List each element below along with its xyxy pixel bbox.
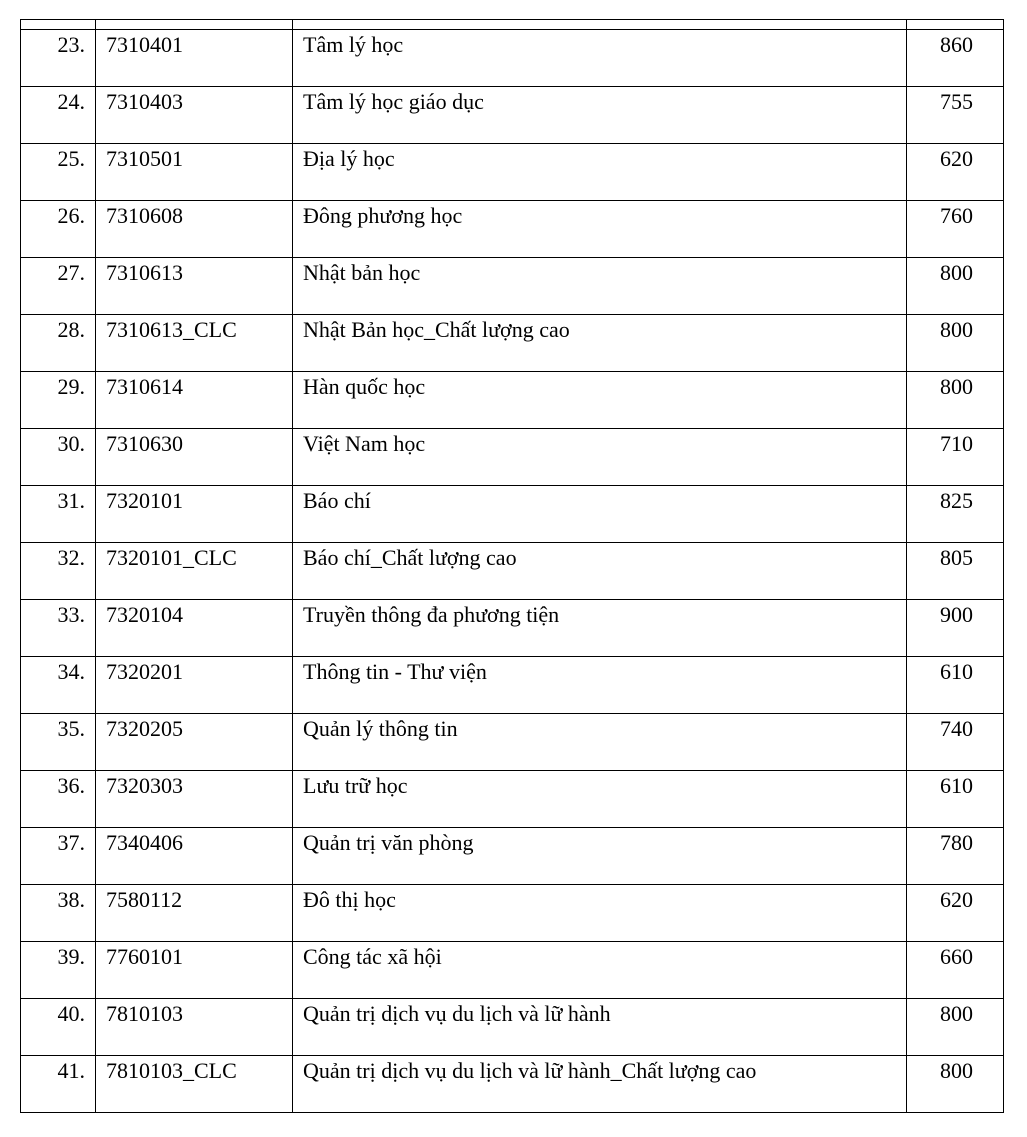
- row-number: 40.: [57, 1001, 85, 1026]
- program-code-cell: [96, 999, 293, 1056]
- quota-value: 610: [940, 659, 973, 684]
- quota-value: 620: [940, 887, 973, 912]
- row-number: 32.: [57, 545, 85, 570]
- table-row: [21, 999, 1004, 1056]
- program-code-cell: [96, 87, 293, 144]
- quota-cell: [907, 429, 1004, 486]
- row-number: 35.: [57, 716, 85, 741]
- table-row: [21, 201, 1004, 258]
- program-code-cell: [96, 429, 293, 486]
- program-name-cell: [293, 429, 907, 486]
- program-name-cell: [293, 315, 907, 372]
- row-number: 26.: [57, 203, 85, 228]
- row-number-cell: [21, 1056, 96, 1113]
- program-name: Quản lý thông tin: [303, 716, 458, 741]
- row-number: 28.: [57, 317, 85, 342]
- table-row: [21, 258, 1004, 315]
- program-name: Tâm lý học giáo dục: [303, 89, 484, 114]
- row-number: 30.: [57, 431, 85, 456]
- table-body: [21, 20, 1004, 1113]
- quota-value: 710: [940, 431, 973, 456]
- row-number-cell: [21, 543, 96, 600]
- table-row: [21, 87, 1004, 144]
- program-code-cell: [96, 600, 293, 657]
- program-name-cell: [293, 543, 907, 600]
- quota-cell: [907, 999, 1004, 1056]
- quota-value: 740: [940, 716, 973, 741]
- program-code: 7760101: [106, 944, 183, 969]
- program-code-cell: [96, 315, 293, 372]
- row-number: 24.: [57, 89, 85, 114]
- program-name-cell: [293, 30, 907, 87]
- quota-cell: [907, 258, 1004, 315]
- table-row: [21, 885, 1004, 942]
- program-name-cell: [293, 258, 907, 315]
- program-code: 7340406: [106, 830, 183, 855]
- row-number: 41.: [57, 1058, 85, 1083]
- quota-cell: [907, 942, 1004, 999]
- quota-cell: [907, 315, 1004, 372]
- program-name: Báo chí_Chất lượng cao: [303, 545, 517, 570]
- row-number: 27.: [57, 260, 85, 285]
- program-name-cell: [293, 144, 907, 201]
- row-number-cell: [21, 657, 96, 714]
- table-row: [21, 1056, 1004, 1113]
- quota-value: 760: [940, 203, 973, 228]
- program-name-cell: [293, 885, 907, 942]
- row-number-cell: [21, 885, 96, 942]
- row-number: 25.: [57, 146, 85, 171]
- quota-cell: [907, 372, 1004, 429]
- program-name-cell: [293, 201, 907, 258]
- program-name: Địa lý học: [303, 146, 395, 171]
- program-code: 7310403: [106, 89, 183, 114]
- program-code-cell: [96, 258, 293, 315]
- document-page: [20, 19, 1003, 1113]
- table-row: [21, 372, 1004, 429]
- program-name: Báo chí: [303, 488, 371, 513]
- program-name: Nhật Bản học_Chất lượng cao: [303, 317, 570, 342]
- quota-cell: [907, 144, 1004, 201]
- program-name-cell: [293, 1056, 907, 1113]
- row-number-cell: [21, 201, 96, 258]
- quota-value: 620: [940, 146, 973, 171]
- table-row: [21, 714, 1004, 771]
- quota-value: 800: [940, 260, 973, 285]
- top-edge-cell: [96, 20, 293, 30]
- quota-cell: [907, 87, 1004, 144]
- program-name: Việt Nam học: [303, 431, 426, 456]
- program-name: Đông phương học: [303, 203, 463, 228]
- row-number-cell: [21, 942, 96, 999]
- quota-value: 805: [940, 545, 973, 570]
- program-code: 7320101: [106, 488, 183, 513]
- row-number: 31.: [57, 488, 85, 513]
- row-number-cell: [21, 258, 96, 315]
- program-name: Nhật bản học: [303, 260, 421, 285]
- quota-cell: [907, 543, 1004, 600]
- program-code-cell: [96, 714, 293, 771]
- program-code-cell: [96, 543, 293, 600]
- program-code: 7310613: [106, 260, 183, 285]
- quota-value: 660: [940, 944, 973, 969]
- row-number: 29.: [57, 374, 85, 399]
- program-code: 7810103_CLC: [106, 1058, 237, 1083]
- program-name: Lưu trữ học: [303, 773, 408, 798]
- program-code: 7310614: [106, 374, 183, 399]
- row-number-cell: [21, 600, 96, 657]
- program-name-cell: [293, 999, 907, 1056]
- quota-value: 900: [940, 602, 973, 627]
- quota-cell: [907, 828, 1004, 885]
- table-row: [21, 315, 1004, 372]
- quota-value: 610: [940, 773, 973, 798]
- program-code-cell: [96, 1056, 293, 1113]
- table-row: [21, 828, 1004, 885]
- row-number-cell: [21, 714, 96, 771]
- row-number-cell: [21, 372, 96, 429]
- top-edge-cell: [293, 20, 907, 30]
- quota-value: 800: [940, 1001, 973, 1026]
- table-row: [21, 600, 1004, 657]
- row-number: 34.: [57, 659, 85, 684]
- quota-cell: [907, 714, 1004, 771]
- program-code-cell: [96, 657, 293, 714]
- row-number: 36.: [57, 773, 85, 798]
- program-name-cell: [293, 714, 907, 771]
- table-row: [21, 771, 1004, 828]
- row-number-cell: [21, 486, 96, 543]
- row-number: 39.: [57, 944, 85, 969]
- row-number: 37.: [57, 830, 85, 855]
- program-code: 7310608: [106, 203, 183, 228]
- quota-value: 800: [940, 1058, 973, 1083]
- program-code-cell: [96, 771, 293, 828]
- program-name: Quản trị dịch vụ du lịch và lữ hành_Chất lượng cao: [303, 1058, 757, 1083]
- quota-value: 755: [940, 89, 973, 114]
- quota-cell: [907, 885, 1004, 942]
- row-number: 38.: [57, 887, 85, 912]
- program-name: Thông tin - Thư viện: [303, 659, 487, 684]
- row-number-cell: [21, 771, 96, 828]
- program-name-cell: [293, 372, 907, 429]
- program-code: 7320303: [106, 773, 183, 798]
- quota-cell: [907, 600, 1004, 657]
- quota-value: 800: [940, 317, 973, 342]
- program-name: Công tác xã hội: [303, 944, 442, 969]
- program-name: Hàn quốc học: [303, 374, 426, 399]
- table-row: [21, 486, 1004, 543]
- table-row: [21, 657, 1004, 714]
- row-number-cell: [21, 144, 96, 201]
- program-code-cell: [96, 372, 293, 429]
- row-number: 23.: [57, 32, 85, 57]
- program-name-cell: [293, 771, 907, 828]
- quota-cell: [907, 30, 1004, 87]
- program-code: 7320101_CLC: [106, 545, 237, 570]
- program-code-cell: [96, 486, 293, 543]
- quota-cell: [907, 201, 1004, 258]
- program-code-cell: [96, 885, 293, 942]
- table-row: [21, 942, 1004, 999]
- program-code-cell: [96, 30, 293, 87]
- table-row: [21, 429, 1004, 486]
- row-number-cell: [21, 429, 96, 486]
- quota-value: 780: [940, 830, 973, 855]
- row-number-cell: [21, 87, 96, 144]
- table-row: [21, 144, 1004, 201]
- program-name-cell: [293, 942, 907, 999]
- program-name-cell: [293, 87, 907, 144]
- program-code: 7310501: [106, 146, 183, 171]
- program-code: 7310613_CLC: [106, 317, 237, 342]
- table-row: [21, 30, 1004, 87]
- program-quota-table: [20, 19, 1004, 1113]
- program-code: 7320104: [106, 602, 183, 627]
- program-name: Truyền thông đa phương tiện: [303, 602, 560, 627]
- program-name: Đô thị học: [303, 887, 396, 912]
- row-number-cell: [21, 999, 96, 1056]
- program-code-cell: [96, 144, 293, 201]
- row-number-cell: [21, 828, 96, 885]
- program-name-cell: [293, 600, 907, 657]
- quota-cell: [907, 771, 1004, 828]
- program-name: Quản trị dịch vụ du lịch và lữ hành: [303, 1001, 611, 1026]
- table-top-edge-row: [21, 20, 1004, 30]
- program-name: Quản trị văn phòng: [303, 830, 474, 855]
- quota-cell: [907, 1056, 1004, 1113]
- program-code: 7310630: [106, 431, 183, 456]
- quota-value: 860: [940, 32, 973, 57]
- top-edge-cell: [907, 20, 1004, 30]
- row-number-cell: [21, 30, 96, 87]
- row-number-cell: [21, 315, 96, 372]
- program-code: 7320201: [106, 659, 183, 684]
- quota-value: 800: [940, 374, 973, 399]
- quota-cell: [907, 657, 1004, 714]
- program-name-cell: [293, 828, 907, 885]
- program-code: 7580112: [106, 887, 183, 912]
- program-name-cell: [293, 657, 907, 714]
- row-number: 33.: [57, 602, 85, 627]
- program-name-cell: [293, 486, 907, 543]
- program-code-cell: [96, 942, 293, 999]
- program-code: 7320205: [106, 716, 183, 741]
- program-name: Tâm lý học: [303, 32, 404, 57]
- quota-cell: [907, 486, 1004, 543]
- program-code-cell: [96, 201, 293, 258]
- program-code: 7810103: [106, 1001, 183, 1026]
- quota-value: 825: [940, 488, 973, 513]
- program-code-cell: [96, 828, 293, 885]
- table-row: [21, 543, 1004, 600]
- program-code: 7310401: [106, 32, 183, 57]
- top-edge-cell: [21, 20, 96, 30]
